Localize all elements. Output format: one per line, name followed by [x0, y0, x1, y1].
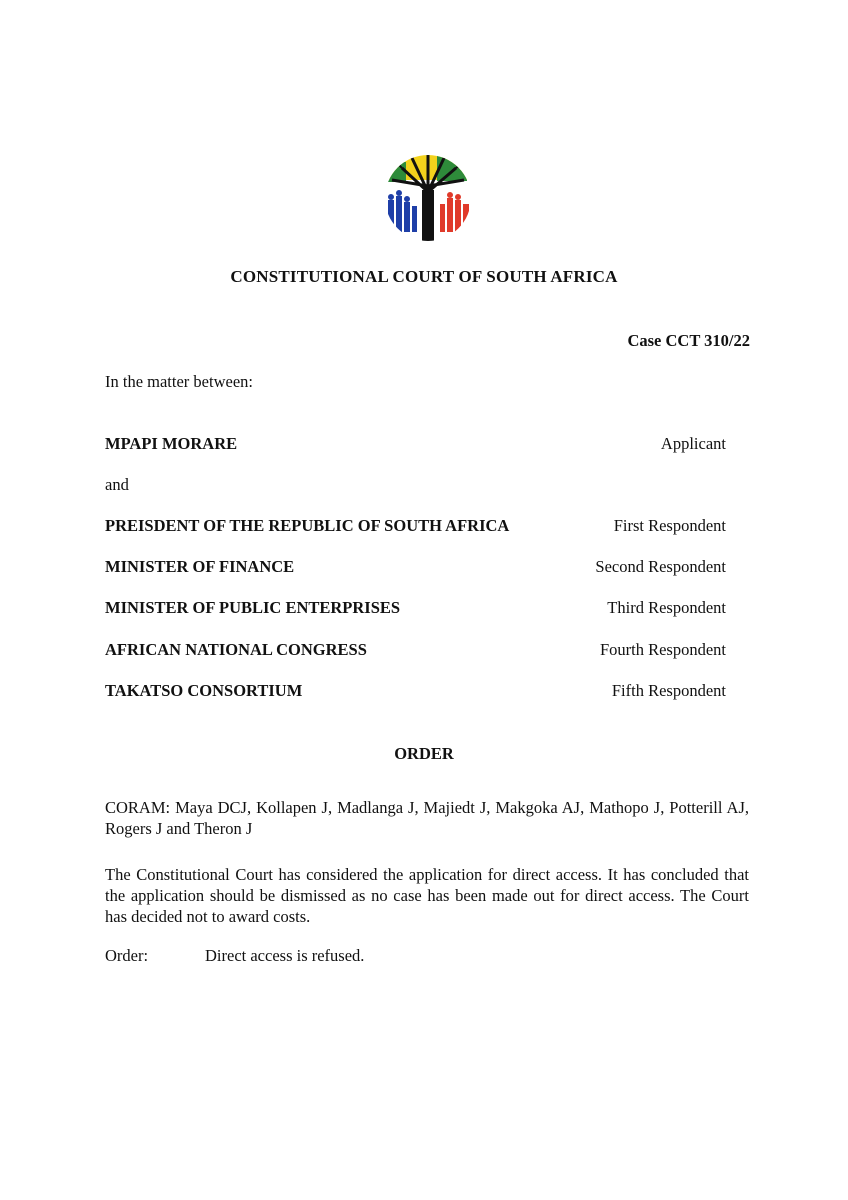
party-name-applicant: MPAPI MORARE: [105, 434, 238, 453]
conjunction-and: and: [105, 475, 129, 494]
considered-paragraph: The Constitutional Court has considered the application for direct access. It has concluded that the application should be dismissed as no case has been made out for direct access. The Court has decided not to award costs.: [105, 865, 749, 926]
party-role-applicant: Applicant: [660, 434, 726, 453]
court-title: CONSTITUTIONAL COURT OF SOUTH AFRICA: [230, 267, 618, 286]
party-name-third-respondent: MINISTER OF PUBLIC ENTERPRISES: [105, 598, 401, 617]
party-role-third-respondent: Third Respondent: [607, 598, 726, 617]
party-role-first-respondent: First Respondent: [613, 516, 726, 535]
party-name-first-respondent: PREISDENT OF THE REPUBLIC OF SOUTH AFRICA: [105, 516, 510, 535]
party-name-fifth-respondent: TAKATSO CONSORTIUM: [105, 681, 303, 700]
case-number: Case CCT 310/22: [627, 331, 750, 350]
order-label: Order:: [105, 946, 149, 965]
party-name-second-respondent: MINISTER OF FINANCE: [105, 557, 295, 576]
matter-intro: In the matter between:: [105, 372, 253, 391]
court-logo-tree-icon: [382, 150, 474, 246]
party-role-fourth-respondent: Fourth Respondent: [599, 640, 726, 659]
party-role-fifth-respondent: Fifth Respondent: [611, 681, 726, 700]
party-role-second-respondent: Second Respondent: [595, 557, 726, 576]
party-name-fourth-respondent: AFRICAN NATIONAL CONGRESS: [105, 640, 367, 659]
order-text: Direct access is refused.: [205, 946, 365, 965]
order-heading: ORDER: [394, 744, 454, 763]
coram-paragraph: CORAM: Maya DCJ, Kollapen J, Madlanga J, Majiedt J, Makgoka AJ, Mathopo J, Potterill AJ, Rogers J and Theron J: [105, 798, 749, 838]
court-logo: [382, 150, 474, 246]
